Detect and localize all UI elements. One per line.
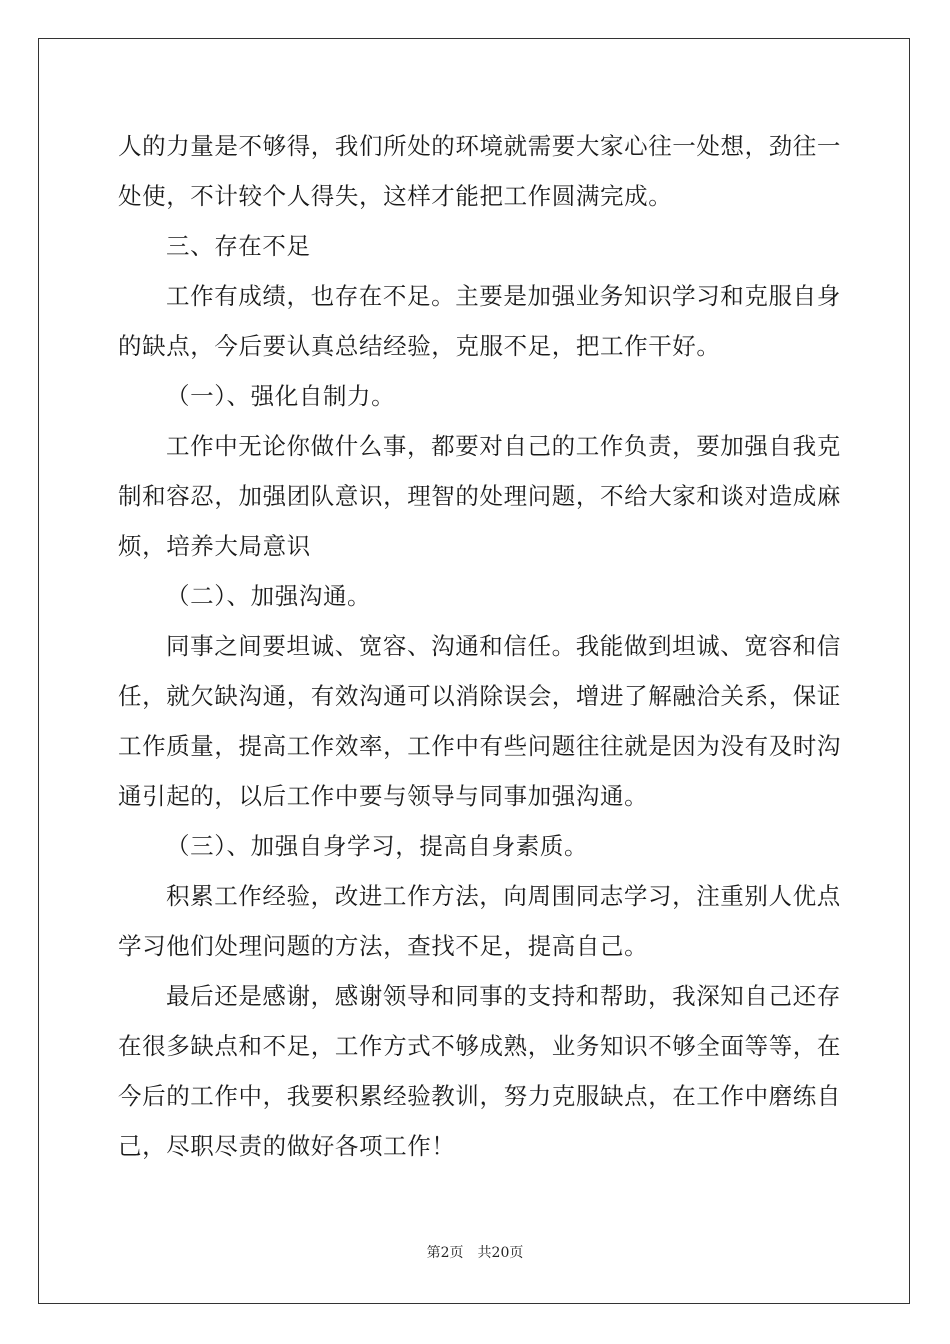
document-body xyxy=(118,121,841,1171)
text-line: 最后还是感谢，感谢领导和同事的支持和帮助，我深知自己还存 xyxy=(166,982,841,1010)
text-line: 工作有成绩，也存在不足。主要是加强业务知识学习和克服自身 xyxy=(166,282,841,310)
page-footer xyxy=(0,1244,950,1262)
text-line: 人的力量是不够得，我们所处的环境就需要大家心往一处想，劲往一 xyxy=(118,132,841,160)
text-line: 己，尽职尽责的做好各项工作！ xyxy=(118,1132,456,1160)
text-line: 今后的工作中，我要积累经验教训，努力克服缺点，在工作中磨练自 xyxy=(118,1082,841,1110)
text-line: 制和容忍，加强团队意识，理智的处理问题，不给大家和谈对造成麻 xyxy=(118,482,841,510)
text-line: 工作中无论你做什么事，都要对自己的工作负责，要加强自我克 xyxy=(166,432,841,460)
subsection-heading: （二）、加强沟通。 xyxy=(166,582,372,610)
text-line: 学习他们处理问题的方法，查找不足，提高自己。 xyxy=(118,932,649,960)
total-pages: 共20页 xyxy=(477,1245,524,1261)
section-heading: 三、存在不足 xyxy=(166,232,311,260)
text-line: 处使，不计较个人得失，这样才能把工作圆满完成。 xyxy=(118,182,673,210)
text-line: 积累工作经验，改进工作方法，向周围同志学习，注重别人优点 xyxy=(166,882,841,910)
subsection-heading: （一）、强化自制力。 xyxy=(166,382,396,410)
text-line: 在很多缺点和不足，工作方式不够成熟，业务知识不够全面等等，在 xyxy=(118,1032,841,1060)
text-line: 通引起的，以后工作中要与领导与同事加强沟通。 xyxy=(118,782,649,810)
subsection-heading: （三）、加强自身学习，提高自身素质。 xyxy=(166,832,589,860)
text-line: 的缺点，今后要认真总结经验，克服不足，把工作干好。 xyxy=(118,332,721,360)
text-line: 任，就欠缺沟通，有效沟通可以消除误会，增进了解融洽关系，保证 xyxy=(118,682,841,710)
text-line: 烦，培养大局意识 xyxy=(118,532,311,560)
current-page-number: 第2页 xyxy=(426,1245,464,1261)
text-line: 同事之间要坦诚、宽容、沟通和信任。我能做到坦诚、宽容和信 xyxy=(166,632,841,660)
text-line: 工作质量，提高工作效率，工作中有些问题往往就是因为没有及时沟 xyxy=(118,732,841,760)
